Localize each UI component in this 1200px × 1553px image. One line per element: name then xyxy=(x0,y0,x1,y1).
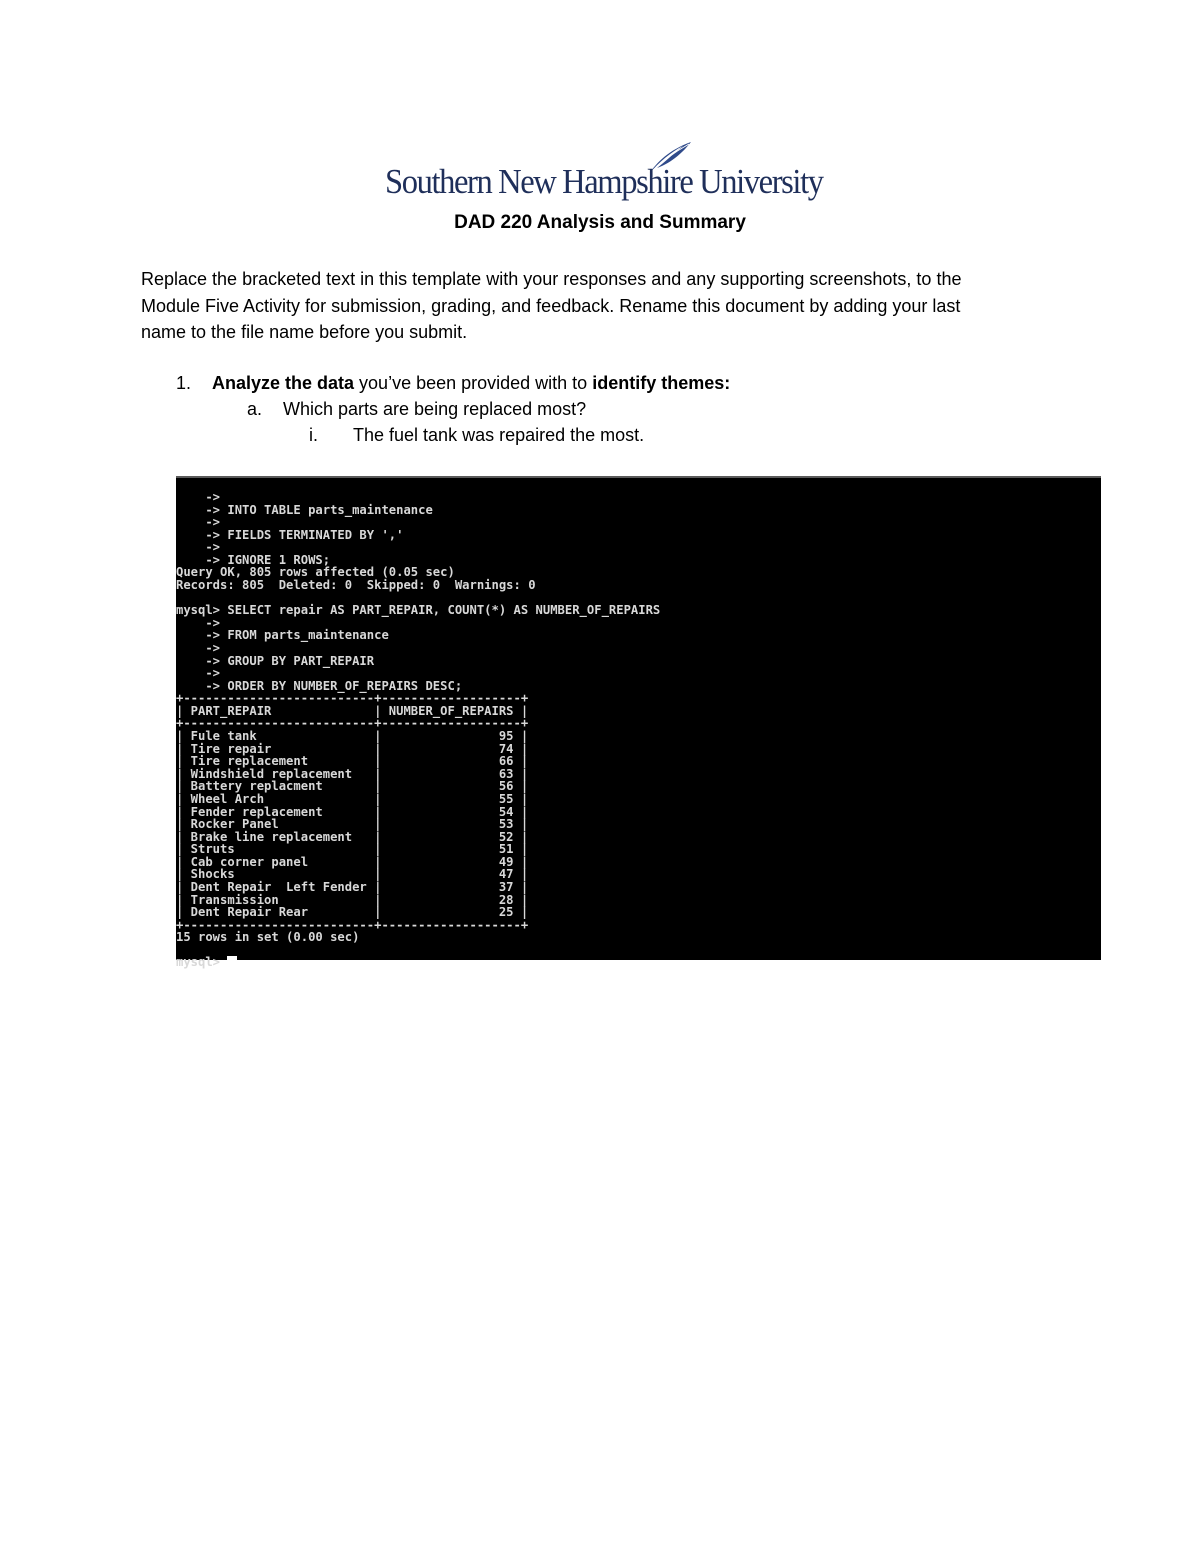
terminal-cursor xyxy=(227,956,237,968)
terminal-line: | Dent Repair Rear | 25 | xyxy=(176,905,529,920)
terminal-line: | Battery replacment | 56 | xyxy=(176,779,529,794)
terminal-line: -> ORDER BY NUMBER_OF_REPAIRS DESC; xyxy=(176,678,463,693)
terminal-line: | Brake line replacement | 52 | xyxy=(176,829,529,844)
terminal-line: | Tire repair | 74 | xyxy=(176,741,529,756)
terminal-line: -> GROUP BY PART_REPAIR xyxy=(176,653,375,668)
terminal-line: +--------------------------+-------------------+ xyxy=(176,691,529,706)
intro-paragraph xyxy=(141,266,1071,346)
list-item-analyze xyxy=(212,373,730,394)
terminal-border xyxy=(176,476,1101,478)
terminal-line: Query OK, 805 rows affected (0.05 sec) xyxy=(176,565,455,580)
terminal-line: | PART_REPAIR | NUMBER_OF_REPAIRS | xyxy=(176,703,529,718)
document-title: DAD 220 Analysis and Summary xyxy=(454,212,746,233)
terminal-line: | Dent Repair Left Fender | 37 | xyxy=(176,879,529,894)
subsublist-item-answer: The fuel tank was repaired the most. xyxy=(353,425,645,445)
intro-line: name to the file name before you submit. xyxy=(141,322,468,342)
terminal-line: +--------------------------+-------------------+ xyxy=(176,917,529,932)
terminal-line: Records: 805 Deleted: 0 Skipped: 0 Warnings: 0 xyxy=(176,578,536,593)
terminal-line: -> FROM parts_maintenance xyxy=(176,628,389,643)
terminal-screenshot xyxy=(176,476,1101,970)
terminal-line: -> xyxy=(176,640,221,655)
intro-line: Module Five Activity for submission, grading, and feedback. Rename this document by adding your last xyxy=(141,295,961,316)
terminal-line: | Fule tank | 95 | xyxy=(176,729,529,744)
terminal-line: | Fender replacement | 54 | xyxy=(176,804,529,819)
terminal-line: | Rocker Panel | 53 | xyxy=(176,817,529,832)
intro-line: Replace the bracketed text in this template with your responses and any supporting screenshots, to the xyxy=(141,269,962,289)
terminal-line: -> INTO TABLE parts_maintenance xyxy=(176,502,433,517)
terminal-line: 15 rows in set (0.00 sec) xyxy=(176,930,360,945)
subsublist-numeral: i. xyxy=(309,425,318,445)
terminal-line: -> xyxy=(176,490,221,504)
logo-text: Southern New Hampshire University xyxy=(385,162,823,201)
terminal-line: -> IGNORE 1 ROWS; xyxy=(176,552,331,567)
terminal-line: | Cab corner panel | 49 | xyxy=(176,854,529,869)
plain-text: you’ve been provided with to xyxy=(354,373,593,393)
terminal-line: mysql> xyxy=(176,955,237,969)
terminal-line: | Shocks | 47 | xyxy=(176,867,529,882)
sublist-item-question: Which parts are being replaced most? xyxy=(283,399,587,419)
bold-text: Analyze the data xyxy=(212,373,355,393)
terminal-line: | Transmission | 28 | xyxy=(176,892,529,907)
university-logo xyxy=(385,140,825,210)
terminal-line: -> xyxy=(176,666,221,681)
list-number: 1. xyxy=(176,373,192,393)
terminal-line: -> xyxy=(176,540,221,555)
terminal-line: | Tire replacement | 66 | xyxy=(176,754,529,769)
terminal-line: | Struts | 51 | xyxy=(176,842,529,857)
terminal-line: -> xyxy=(176,615,221,630)
terminal-line: -> xyxy=(176,515,221,530)
terminal-line: +--------------------------+-------------------+ xyxy=(176,716,529,731)
sublist-letter: a. xyxy=(247,399,263,419)
terminal-line: | Windshield replacement | 63 | xyxy=(176,766,529,781)
terminal-line: mysql> SELECT repair AS PART_REPAIR, COUNT(*) AS NUMBER_OF_REPAIRS xyxy=(176,603,661,618)
terminal-line: | Wheel Arch | 55 | xyxy=(176,791,529,806)
bold-text: identify themes: xyxy=(592,373,731,393)
terminal-line: -> FIELDS TERMINATED BY ',' xyxy=(176,527,404,542)
